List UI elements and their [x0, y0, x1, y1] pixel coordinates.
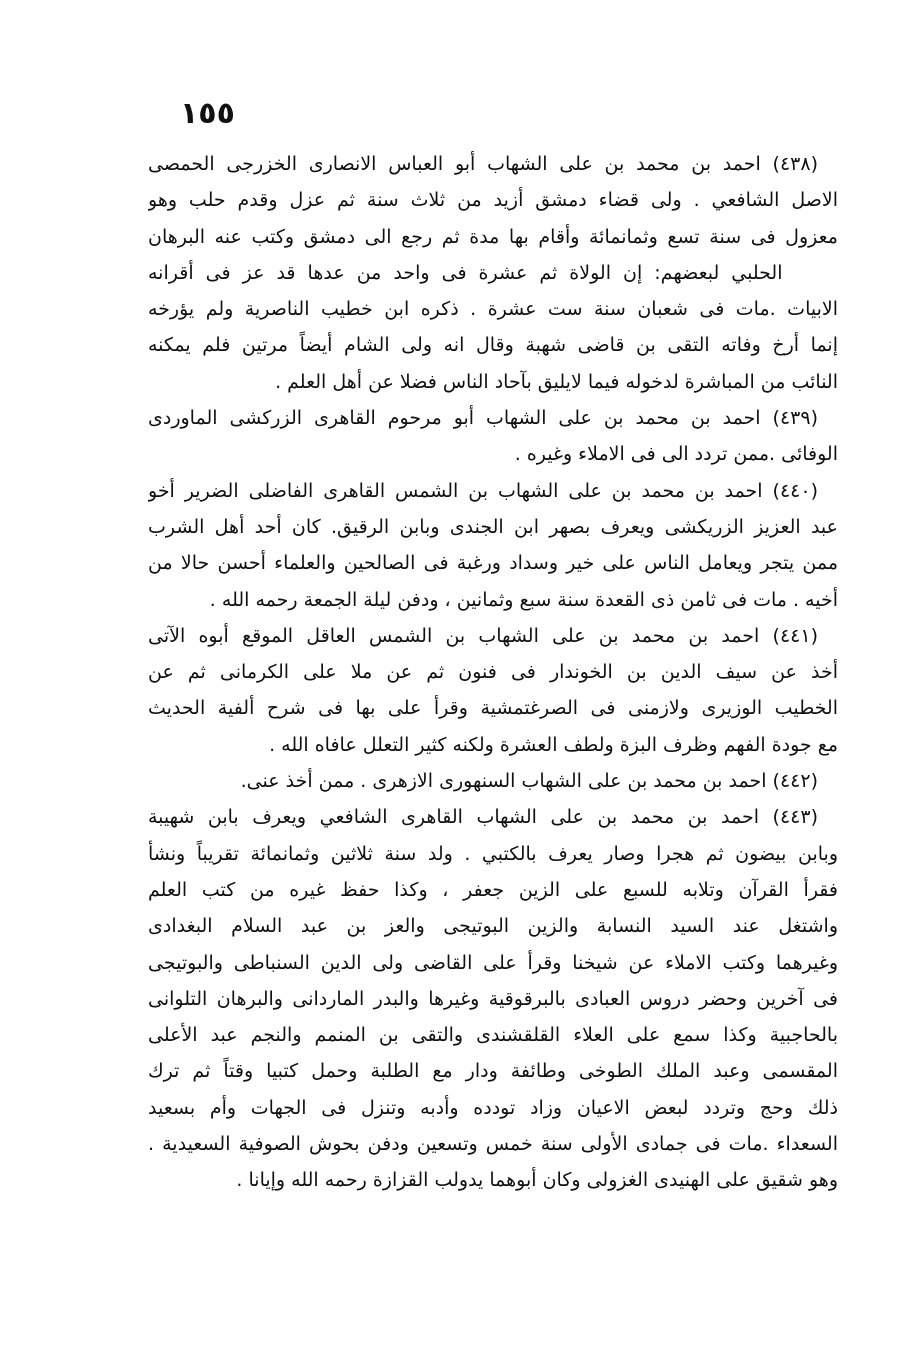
text-line: إنما أرخ وفاته التقى بن قاضى شهبة وقال انه ولى الشام أيضاً مرتين فلم يمكنه — [148, 334, 838, 357]
text-line: أخيه . مات فى ثامن ذى القعدة سنة سبع وثمانين ، ودفن ليلة الجمعة رحمه الله . — [209, 588, 838, 611]
text-line: وغيرهما وكتب الاملاء عن شيخنا وقرأ على القاضى ولى الدين السنباطى والبوتيجى — [148, 951, 838, 974]
text-line: (٤٤٢) احمد بن محمد بن على الشهاب السنهورى الازهرى . ممن أخذ عنى. — [240, 770, 818, 793]
text-line: (٤٤٠) احمد بن محمد بن على الشهاب بن الشمس القاهرى الفاضلى الضرير أخو — [148, 479, 818, 502]
text-line: المقسمى وعبد الملك الطوخى وطائفة ودار مع الطلبة وحمل كتبيا وقتاً ثم ترك — [148, 1060, 838, 1083]
text-line: ممن يتجر ويعامل الناس على خير وسداد ورغبة فى الصالحين والعلماء أحسن حالا من — [148, 552, 838, 575]
text-line: فى آخرين وحضر دروس العبادى بالبرقوقية وغيرها والبدر الماردانى والبرهان التلوانى — [148, 987, 838, 1010]
text-line: السعداء .مات فى جمادى الأولى سنة خمس وتسعين ودفن بحوش الصوفية السعيدية . — [148, 1133, 838, 1156]
text-line: وبابن بيضون ثم هجرا وصار يعرف بالكتبي . ولد سنة ثلاثين وثمانمائة تقريباً ونشأ — [148, 842, 838, 865]
page-number: ١٥٥ — [180, 96, 235, 131]
text-line: الوفائى .ممن تردد الى فى الاملاء وغيره . — [514, 443, 838, 466]
text-line: الابيات .مات فى شعبان سنة ست عشرة . ذكره ابن خطيب الناصرية ولم يؤرخه — [148, 298, 838, 321]
text-line: (٤٣٨) احمد بن محمد بن على الشهاب أبو العباس الانصارى الخزرجى الحمصى — [148, 153, 818, 175]
text-line: أخذ عن سيف الدين بن الخوندار فى فنون ثم عن ملا على الكرمانى ثم عن — [148, 661, 838, 684]
text-line: (٤٤١) احمد بن محمد بن على الشهاب بن الشمس العاقل الموقع أبوه الآتى — [148, 624, 818, 647]
text-line: الخطيب الوزيرى ولازمنى فى الصرغتمشية وقرأ على بها فى شرح ألفية الحديث — [148, 697, 838, 720]
text-line: النائب من المباشرة لدخوله فيما لايليق بآحاد الناس فضلا عن أهل العلم . — [275, 370, 838, 393]
text-line: (٤٣٩) احمد بن محمد بن على الشهاب أبو مرحوم القاهرى الزركشى الماوردى — [148, 407, 818, 430]
text-line: الاصل الشافعي . ولى قضاء دمشق أزيد من ثلاث سنة ثم عزل وقدم حلب وهو — [148, 189, 838, 212]
text-line: الحلبي لبعضهم: إن الولاة ثم عشرة فى واحد من عدها قد عز فى أقرانه — [148, 261, 783, 284]
text-line: (٤٤٣) احمد بن محمد بن على الشهاب القاهرى الشافعي ويعرف بابن شهيبة — [148, 806, 818, 829]
text-line: مع جودة الفهم وظرف البزة ولطف العشرة ولكنه كثير التعلل عافاه الله . — [269, 733, 838, 756]
text-line: ذلك وحج وتردد لبعض الاعيان وزاد تودده وأدبه وتنزل فى الجهات وأم بسعيد — [148, 1096, 838, 1119]
text-line: عبد العزيز الزريكشى ويعرف بصهر ابن الجندى وبابن الرقيق. كان أحد أهل الشرب — [148, 515, 838, 538]
text-line: معزول فى سنة تسع وثمانمائة وأقام بها مدة ثم رجع الى دمشق وكتب عنه البرهان — [148, 225, 838, 248]
text-line: بالحاجبية وكذا سمع على العلاء القلقشندى والتقى بن المنمم والنجم عبد الأعلى — [148, 1024, 838, 1047]
page-text-body — [148, 146, 838, 1199]
text-line: وهو شقيق على الهنيدى الغزولى وكان أبوهما يدولب القزازة رحمه الله وإيانا . — [236, 1169, 838, 1192]
text-line: فقرأ القرآن وتلابه للسبع على الزين جعفر ، وكذا حفظ غيره من كتب العلم — [148, 878, 838, 901]
text-line: واشتغل عند السيد النسابة والزين البوتيجى والعز بن عبد السلام البغدادى — [148, 915, 838, 938]
